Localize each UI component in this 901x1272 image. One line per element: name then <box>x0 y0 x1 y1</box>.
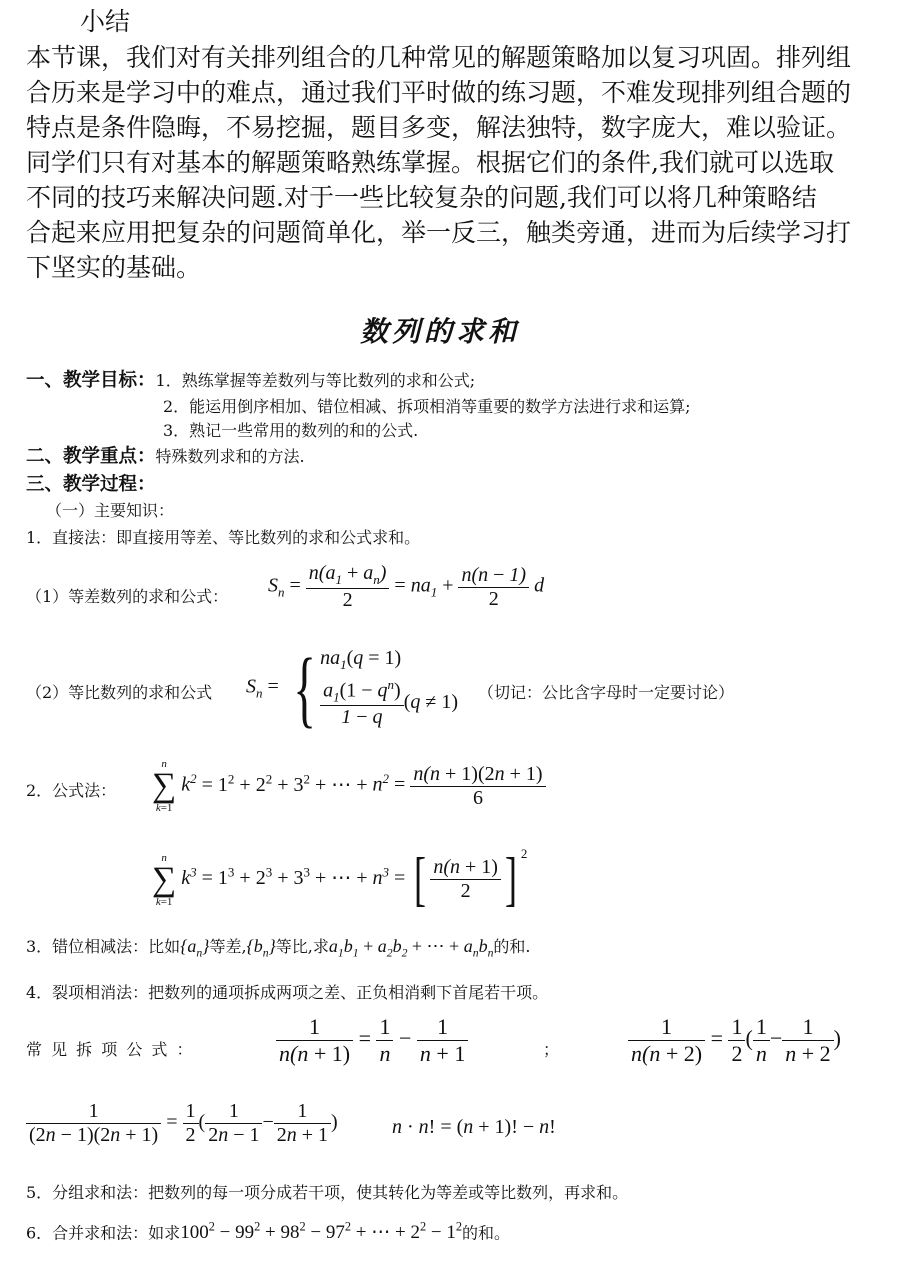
method-6-row: 6．合并求和法：如求$100^2 - 99^2 + 98^2 - 97^2$ + ⋯ + $2^2 - 1^2$的和。 <box>26 1220 511 1244</box>
method-6-prefix: 6．合并求和法：如求 <box>26 1223 181 1243</box>
method-5: 5．分组求和法：把数列的每一项分成若干项，使其转化为等差或等比数列，再求和。 <box>26 1183 629 1202</box>
process-label: 三、教学过程： <box>26 474 156 495</box>
goal-item: 2．能运用倒序相加、错位相减、拆项相消等重要的数学方法进行求和运算; <box>163 397 691 416</box>
method-3-prefix: 3．错位相减法：比如 <box>26 937 181 956</box>
split-formula-1: $\frac{1}{n(n + 1)}$ = $\frac{1}{n}$ − $\frac{1}{n + 1}$ <box>276 1014 468 1067</box>
summary-line: 特点是条件隐晦，不易挖掘，题目多变，解法独特，数字庞大，难以验证。 <box>26 113 852 142</box>
summary-line: 合历来是学习中的难点，通过我们平时做的练习题，不难发现排列组合题的 <box>26 78 852 107</box>
method-2: 2．公式法： <box>26 781 117 800</box>
lesson-title: 数列的求和 <box>360 315 521 348</box>
focus-row <box>26 442 305 468</box>
method-3-row: 3．错位相减法：比如$\{a_n\}$等差$,\{b_n\}$等比,求$a_1b_1 + a_2b_2$ + ⋯ + $a_nb_n$的和. <box>26 936 531 960</box>
method-3-geo: 等比,求 <box>275 937 329 956</box>
knowledge-heading: （一）主要知识： <box>46 501 175 520</box>
arithmetic-sum-formula: $S_n$ = $\frac{n(a_1 + a_n)}{2}$ = $na_1$ + $\frac{n(n - 1)}{2}$ d <box>268 562 545 611</box>
method-3-arith: 等差, <box>209 937 247 956</box>
summary-line: 下坚实的基础。 <box>26 253 202 282</box>
summary-line: 同学们只有对基本的解题策略熟练掌握。根据它们的条件,我们就可以选取 <box>26 148 834 177</box>
method-1: 1．直接法：即直接用等差、等比数列的求和公式求和。 <box>26 528 421 547</box>
sum-of-squares-formula: n ∑ k=1 $k^2 = 1^2 + 2^2 + 3^2$ + ⋯ + $n^2$ = $\frac{n(n + 1)(2n + 1)}{6}$ <box>152 758 546 814</box>
geometric-sum-formula: $S_n$ = { $na_1(q = 1)$ $\frac{a_1(1 - q^n)}{1 - q}$ (q ≠ 1) <box>246 640 458 736</box>
goal-item: 1．熟练掌握等差数列与等比数列的求和公式; <box>155 371 476 390</box>
summary-line: 合起来应用把复杂的问题简单化，举一反三，触类旁通，进而为后续学习打 <box>26 218 852 247</box>
summary-line: 不同的技巧来解决问题.对于一些比较复杂的问题,我们可以将几种策略结 <box>26 183 817 212</box>
split-formula-3: $\frac{1}{(2n - 1)(2n + 1)}$ = $\frac{1}{2}$ ( $\frac{1}{2n - 1}$ − $\frac{1}{2n + 1}$ ) <box>26 1100 338 1147</box>
semicolon: ； <box>543 1040 560 1059</box>
common-split-label: 常 见 拆 项 公 式 ： <box>26 1040 195 1059</box>
geometric-note: （切记：公比含字母时一定要讨论） <box>478 683 735 702</box>
method-6-suffix: 的和。 <box>462 1223 511 1243</box>
method-4: 4．裂项相消法：把数列的通项拆成两项之差、正负相消剩下首尾若干项。 <box>26 983 549 1002</box>
goals-row <box>26 366 475 392</box>
split-formula-2: $\frac{1}{n(n + 2)}$ = $\frac{1}{2}$ ( $\frac{1}{n}$ − $\frac{1}{n + 2}$ ) <box>628 1014 841 1067</box>
goals-label: 一、教学目标： <box>26 370 156 391</box>
summary-line: 本节课，我们对有关排列组合的几种常见的解题策略加以复习巩固。排列组 <box>26 43 852 72</box>
method-1b-label: （2）等比数列的求和公式 <box>26 683 213 702</box>
goal-item: 3．熟记一些常用的数列的和的公式. <box>163 421 419 440</box>
focus-label: 二、教学重点： <box>26 446 156 467</box>
factorial-identity: n · n! = (n + 1)! − n! <box>392 1116 556 1138</box>
sum-of-cubes-formula: n ∑ k=1 $k^3 = 1^3 + 2^3 + 3^3$ + ⋯ + $n^3$ = [ $\frac{n(n + 1)}{2}$ ] $^2$ <box>152 846 528 912</box>
method-1a-label: （1）等差数列的求和公式： <box>26 587 229 606</box>
summary-title: 小结 <box>80 7 131 36</box>
focus-text: 特殊数列求和的方法. <box>155 447 305 466</box>
method-3-suffix: 的和. <box>493 937 531 956</box>
